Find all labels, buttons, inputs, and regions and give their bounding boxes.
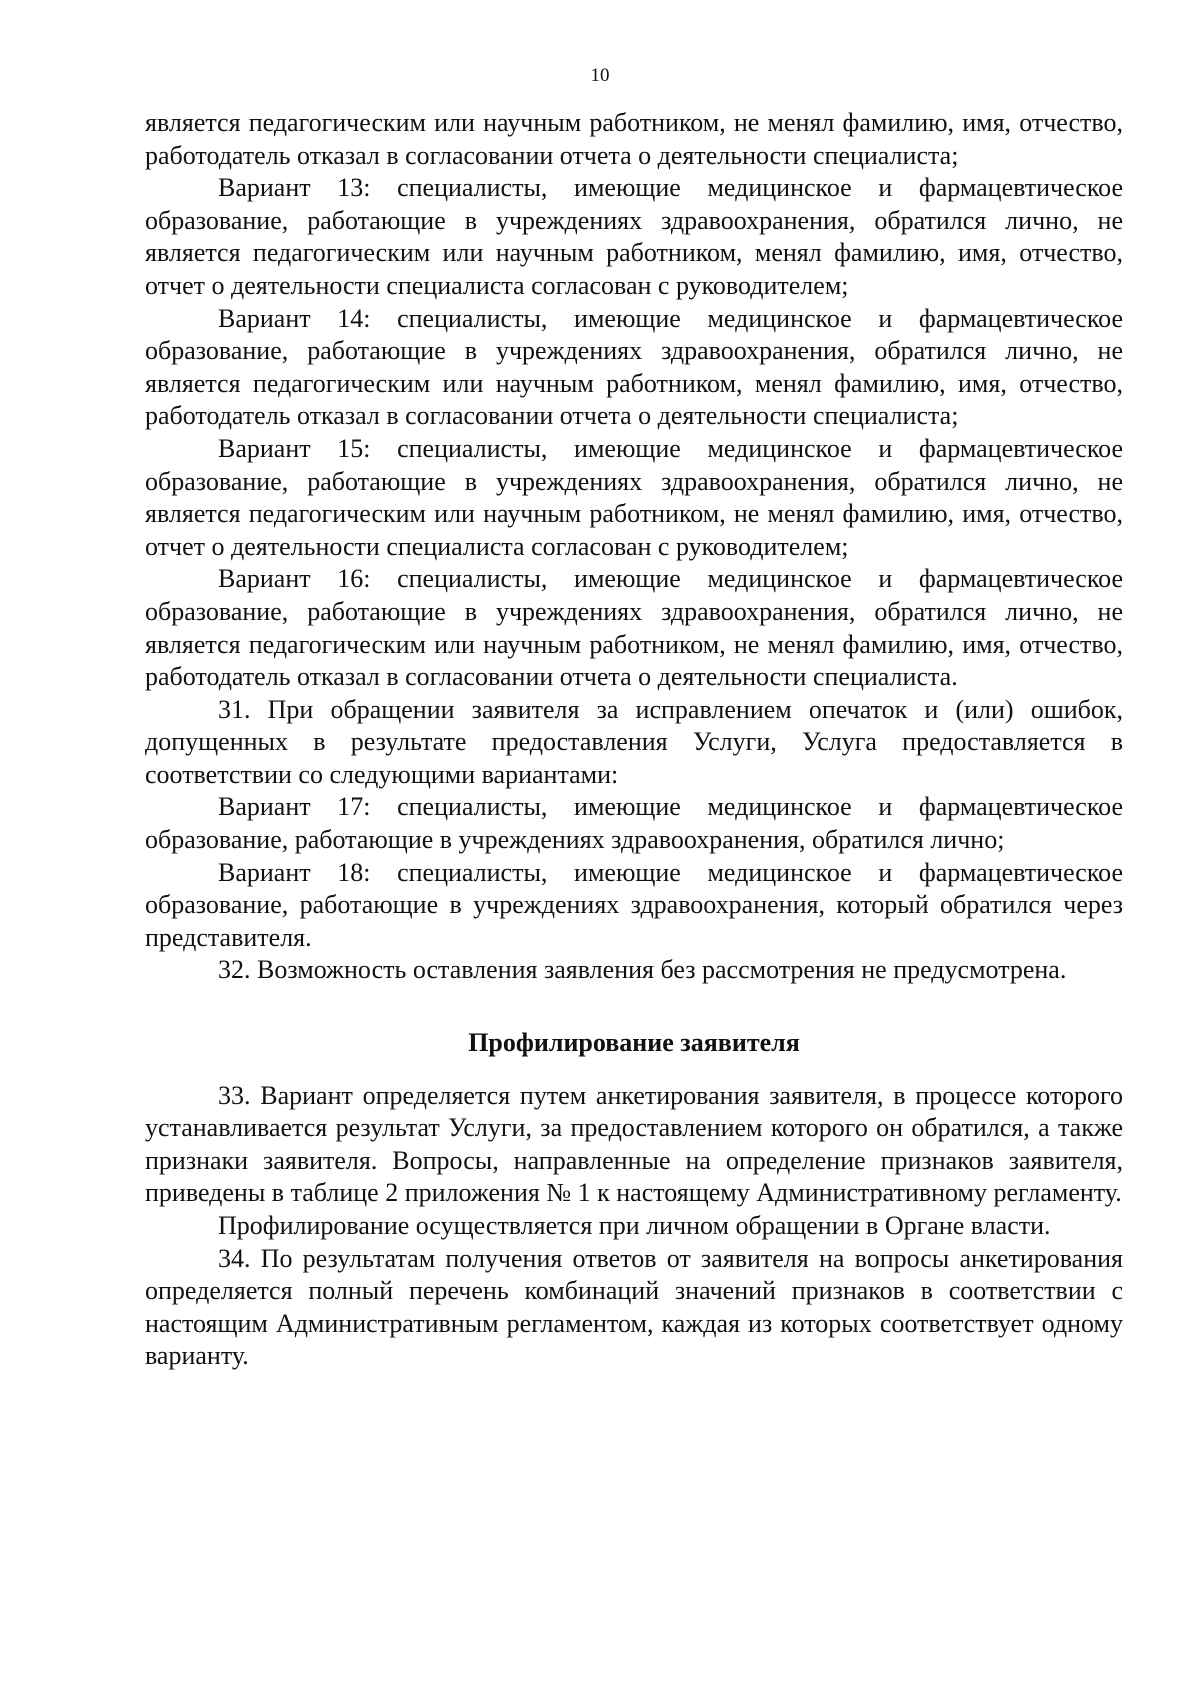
paragraph: Профилирование осуществляется при личном обращении в Органе власти. xyxy=(218,1211,1051,1240)
paragraph: 34. По результатам получения ответов от заявителя на вопросы анкетирования определяется полный перечень комбинаций значений признаков в соответствии с настоящим Административным регламентом, каждая из которых соответствует одному варианту. xyxy=(145,1243,1123,1371)
section-heading: Профилирование заявителя xyxy=(468,1028,800,1058)
paragraph: Вариант 15: специалисты, имеющие медицинское и фармацевтическое образование, работающие в учреждениях здравоохранения, обратился лично, не является педагогическим или научным работником, не менял фамилию, имя, отчество, отчет о деятельности специалиста согласован с руководителем; xyxy=(145,433,1123,561)
paragraph: Вариант 14: специалисты, имеющие медицинское и фармацевтическое образование, работающие в учреждениях здравоохранения, обратился лично, не является педагогическим или научным работником, менял фамилию, имя, отчество, работодатель отказал в согласовании отчета о деятельности специалиста; xyxy=(145,303,1123,431)
paragraph: Вариант 18: специалисты, имеющие медицинское и фармацевтическое образование, работающие в учреждениях здравоохранения, который обратился через представителя. xyxy=(145,857,1123,952)
paragraphs-top xyxy=(145,107,1123,987)
document-body xyxy=(145,107,1123,1373)
paragraphs-bottom xyxy=(145,1080,1123,1373)
paragraph: 31. При обращении заявителя за исправлением опечаток и (или) ошибок, допущенных в результате предоставления Услуги, Услуга предоставляется в соответствии со следующими вариантами: xyxy=(145,694,1123,789)
paragraph: является педагогическим или научным работником, не менял фамилию, имя, отчество, работодатель отказал в согласовании отчета о деятельности специалиста; xyxy=(145,108,1123,170)
page-number: 10 xyxy=(590,65,610,86)
paragraph: 32. Возможность оставления заявления без рассмотрения не предусмотрена. xyxy=(218,955,1067,985)
paragraph: Вариант 13: специалисты, имеющие медицинское и фармацевтическое образование, работающие в учреждениях здравоохранения, обратился лично, не является педагогическим или научным работником, менял фамилию, имя, отчество, отчет о деятельности специалиста согласован с руководителем; xyxy=(145,173,1123,300)
paragraph: 33. Вариант определяется путем анкетирования заявителя, в процессе которого устанавливается результат Услуги, за предоставлением которого он обратился, а также признаки заявителя. Вопросы, направленные на определение признаков заявителя, приведены в таблице 2 приложения № 1 к настоящему Административному регламенту. xyxy=(145,1080,1123,1208)
paragraph: Вариант 17: специалисты, имеющие медицинское и фармацевтическое образование, работающие в учреждениях здравоохранения, обратился лично; xyxy=(145,792,1123,855)
paragraph: Вариант 16: специалисты, имеющие медицинское и фармацевтическое образование, работающие в учреждениях здравоохранения, обратился лично, не является педагогическим или научным работником, не менял фамилию, имя, отчество, работодатель отказал в согласовании отчета о деятельности специалиста. xyxy=(145,564,1123,692)
